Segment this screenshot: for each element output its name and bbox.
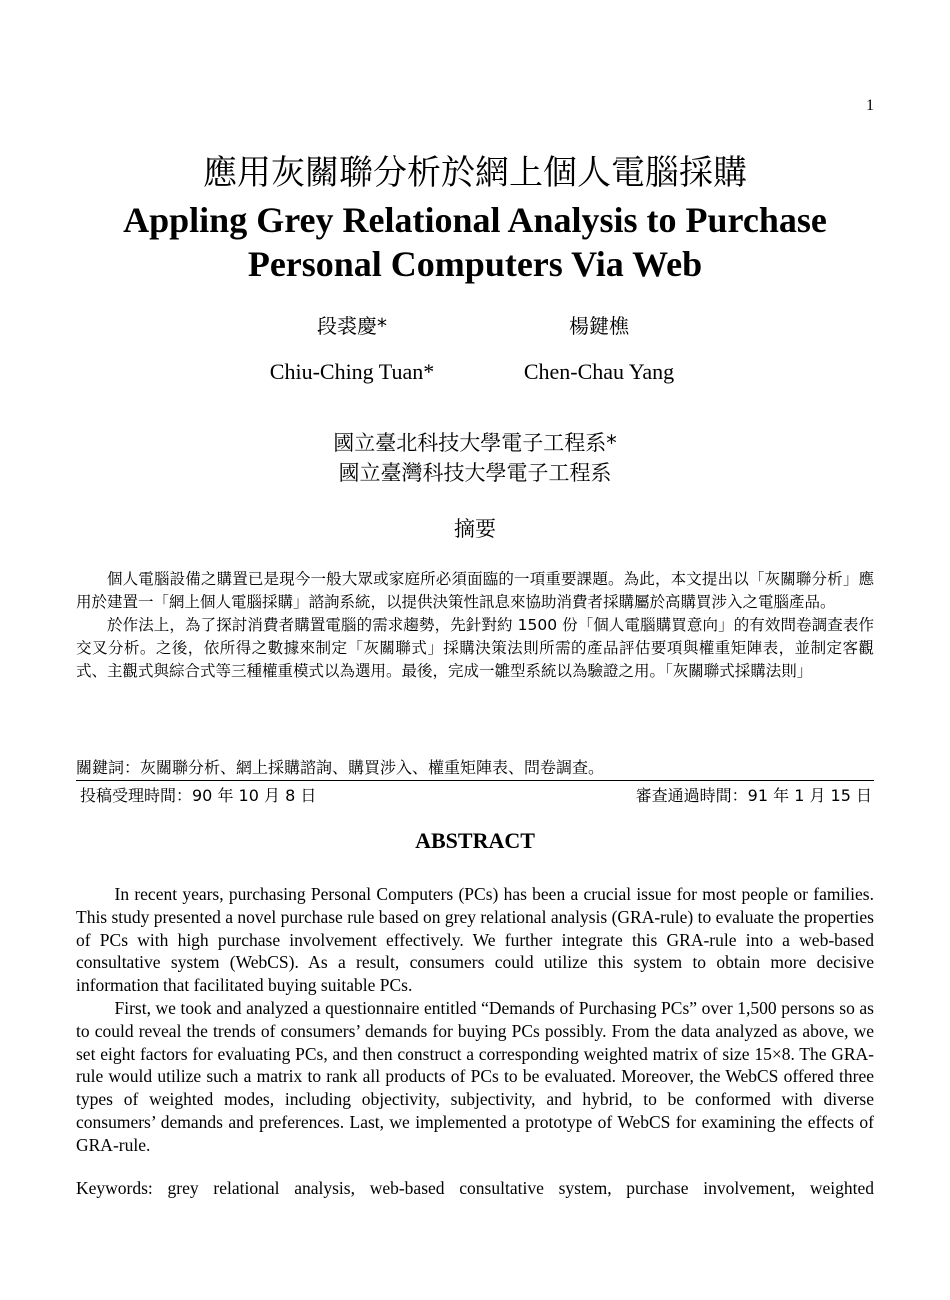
chinese-abstract-body bbox=[76, 568, 874, 683]
author-2 bbox=[469, 312, 729, 386]
author-2-name-zh: 楊鍵樵 bbox=[569, 314, 629, 338]
submission-dates bbox=[80, 783, 872, 806]
author-1-name-zh: 段裘慶* bbox=[317, 314, 387, 338]
author-1 bbox=[222, 312, 482, 386]
chinese-abstract-heading: 摘要 bbox=[454, 517, 496, 541]
affiliation-1: 國立臺北科技大學電子工程系* bbox=[333, 431, 617, 455]
affiliations bbox=[0, 428, 950, 488]
title-english: Appling Grey Relational Analysis to Purchase Personal Computers Via Web bbox=[123, 200, 827, 284]
english-abstract-paragraph-1: In recent years, purchasing Personal Computers (PCs) has been a crucial issue for most people or families. This study presented a novel purchase rule based on grey relational analysis (GRA-rule) to evaluate the properties of PCs with high purchase involvement effectively. We further integrate this GRA-rule into a web-based consultative system (WebCS). As a result, consumers could utilize this system to obtain more decisive information that facilitated buying suitable PCs. bbox=[76, 884, 874, 996]
accepted-date: 審查通過時間：91 年 1 月 15 日 bbox=[635, 786, 872, 805]
page-number: 1 bbox=[866, 97, 874, 114]
english-abstract-body bbox=[76, 883, 874, 1157]
affiliation-2: 國立臺灣科技大學電子工程系 bbox=[338, 461, 612, 485]
chinese-abstract-paragraph-2: 於作法上，為了探討消費者購置電腦的需求趨勢，先針對約 1500 份「個人電腦購買意向」的有效問卷調查表作交叉分析。之後，依所得之數據來制定「灰關聯式」採購決策法則所需的產品評估要項與權重矩陣表，並制定客觀式、主觀式與綜合式等三種權重模式以為選用。最後，完成一雛型系統以為驗證之用。「灰關聯式採購法則」 bbox=[76, 616, 874, 680]
english-abstract-paragraph-2: First, we took and analyzed a questionnaire entitled “Demands of Purchasing PCs” over 1,500 persons so as to could reveal the trends of consumers’ demands for buying PCs possibly. From the data analyzed as above, we set eight factors for evaluating PCs, and then construct a corresponding weighted matrix of size 15×8. The GRA-rule would utilize such a matrix to rank all products of PCs to be evaluated. Moreover, the WebCS offered three types of weighted modes, including objectivity, subjectivity, and hybrid, to be conformed with diverse consumers’ demands and preferences. Last, we implemented a prototype of WebCS for examining the effects of GRA-rule. bbox=[76, 997, 874, 1155]
english-abstract-heading: ABSTRACT bbox=[415, 828, 535, 853]
author-1-name-en: Chiu-Ching Tuan* bbox=[269, 359, 435, 384]
author-2-name-en: Chen-Chau Yang bbox=[523, 359, 675, 384]
received-date: 投稿受理時間：90 年 10 月 8 日 bbox=[80, 786, 317, 805]
english-keywords: Keywords: grey relational analysis, web-based consultative system, purchase involvement, weighted bbox=[76, 1178, 874, 1198]
chinese-abstract-paragraph-1: 個人電腦設備之購置已是現今一般大眾或家庭所必須面臨的一項重要課題。為此，本文提出以「灰關聯分析」應用於建置一「網上個人電腦採購」諮詢系統，以提供決策性訊息來協助消費者採購屬於高購買涉入之電腦產品。 bbox=[76, 570, 874, 611]
divider-rule bbox=[76, 780, 874, 781]
title-chinese: 應用灰關聯分析於網上個人電腦採購 bbox=[203, 153, 747, 193]
chinese-keywords: 關鍵詞：灰關聯分析、網上採購諮詢、購買涉入、權重矩陣表、問卷調查。 bbox=[76, 758, 605, 777]
